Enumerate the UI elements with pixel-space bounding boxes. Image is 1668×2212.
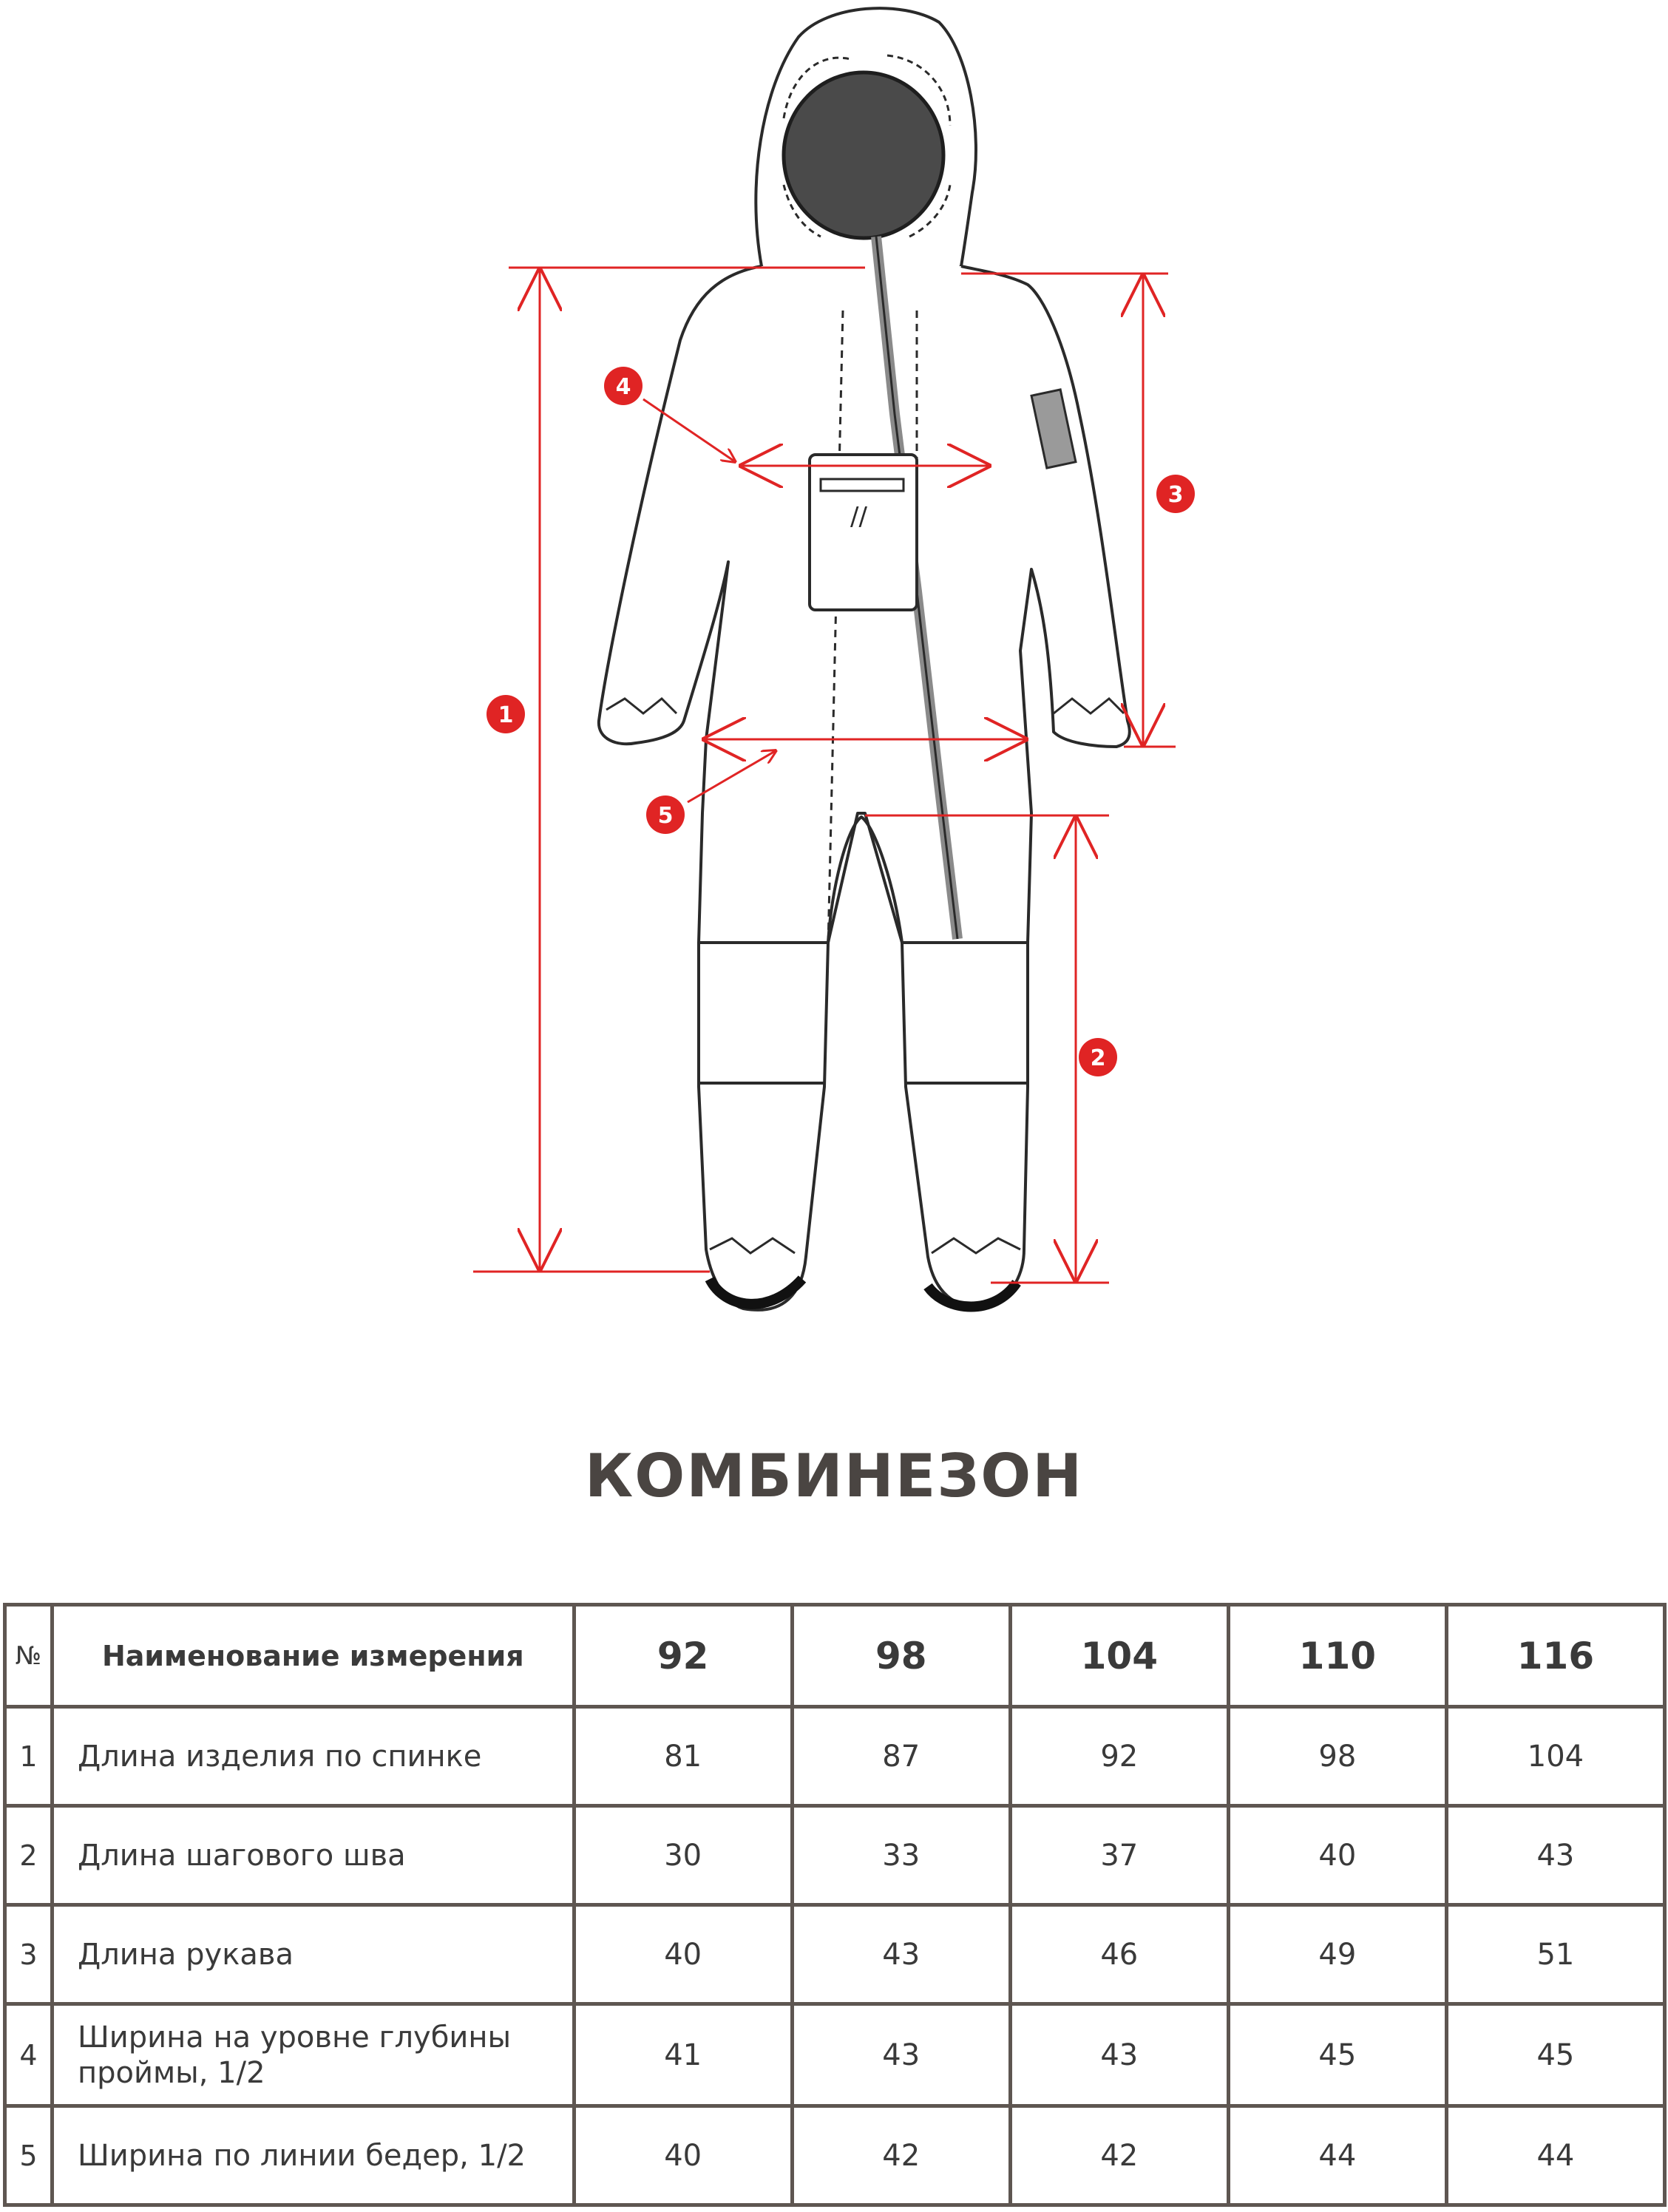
row-number: 1: [5, 1707, 52, 1806]
measurement-name: Длина рукава: [52, 1905, 574, 2004]
header-size-116: 116: [1446, 1605, 1664, 1707]
svg-text:1: 1: [498, 702, 514, 728]
table-row: [5, 1806, 1665, 1905]
svg-text:2: 2: [1090, 1045, 1106, 1071]
hood-opening: [784, 72, 943, 238]
value-cell: 40: [574, 1905, 792, 2004]
value-cell: 40: [1228, 1806, 1446, 1905]
value-cell: 43: [1010, 2004, 1228, 2106]
marker-4: [604, 367, 643, 405]
value-cell: 43: [792, 1905, 1010, 2004]
value-cell: 98: [1228, 1707, 1446, 1806]
svg-text:4: 4: [615, 374, 631, 400]
value-cell: 87: [792, 1707, 1010, 1806]
value-cell: 92: [1010, 1707, 1228, 1806]
value-cell: 41: [574, 2004, 792, 2106]
measurement-name: Длина шагового шва: [52, 1806, 574, 1905]
right-leg: [902, 943, 1028, 1306]
marker-5: [646, 795, 685, 834]
value-cell: 44: [1228, 2106, 1446, 2205]
measurement-name: Ширина по линии бедер, 1/2: [52, 2106, 574, 2205]
table-header-row: [5, 1605, 1665, 1707]
svg-text:3: 3: [1167, 482, 1184, 508]
row-number: 3: [5, 1905, 52, 2004]
header-size-98: 98: [792, 1605, 1010, 1707]
header-size-92: 92: [574, 1605, 792, 1707]
header-size-104: 104: [1010, 1605, 1228, 1707]
page-title: КОМБИНЕЗОН: [584, 1442, 1084, 1510]
value-cell: 104: [1446, 1707, 1664, 1806]
value-cell: 45: [1228, 2004, 1446, 2106]
marker-2: [1079, 1038, 1117, 1076]
left-leg: [699, 943, 828, 1310]
table-row: [5, 2004, 1665, 2106]
row-number: 5: [5, 2106, 52, 2205]
svg-text:5: 5: [657, 803, 674, 829]
value-cell: 51: [1446, 1905, 1664, 2004]
value-cell: 49: [1228, 1905, 1446, 2004]
table-row: [5, 1905, 1665, 2004]
measurement-name: Длина изделия по спинке: [52, 1707, 574, 1806]
marker-1: [486, 695, 525, 733]
value-cell: 43: [1446, 1806, 1664, 1905]
row-number: 2: [5, 1806, 52, 1905]
value-cell: 45: [1446, 2004, 1664, 2106]
header-number: №: [5, 1605, 52, 1707]
svg-text://: //: [850, 502, 867, 532]
value-cell: 81: [574, 1707, 792, 1806]
value-cell: 42: [1010, 2106, 1228, 2205]
value-cell: 43: [792, 2004, 1010, 2106]
value-cell: 44: [1446, 2106, 1664, 2205]
value-cell: 40: [574, 2106, 792, 2205]
table-row: [5, 1707, 1665, 1806]
value-cell: 37: [1010, 1806, 1228, 1905]
value-cell: 33: [792, 1806, 1010, 1905]
row-number: 4: [5, 2004, 52, 2106]
size-table: [3, 1603, 1667, 2207]
value-cell: 42: [792, 2106, 1010, 2205]
table-row: [5, 2106, 1665, 2205]
marker-3: [1156, 475, 1195, 513]
value-cell: 30: [574, 1806, 792, 1905]
header-size-110: 110: [1228, 1605, 1446, 1707]
header-measurement-name: Наименование измерения: [52, 1605, 574, 1707]
measurement-name: Ширина на уровне глубины проймы, 1/2: [52, 2004, 574, 2106]
value-cell: 46: [1010, 1905, 1228, 2004]
